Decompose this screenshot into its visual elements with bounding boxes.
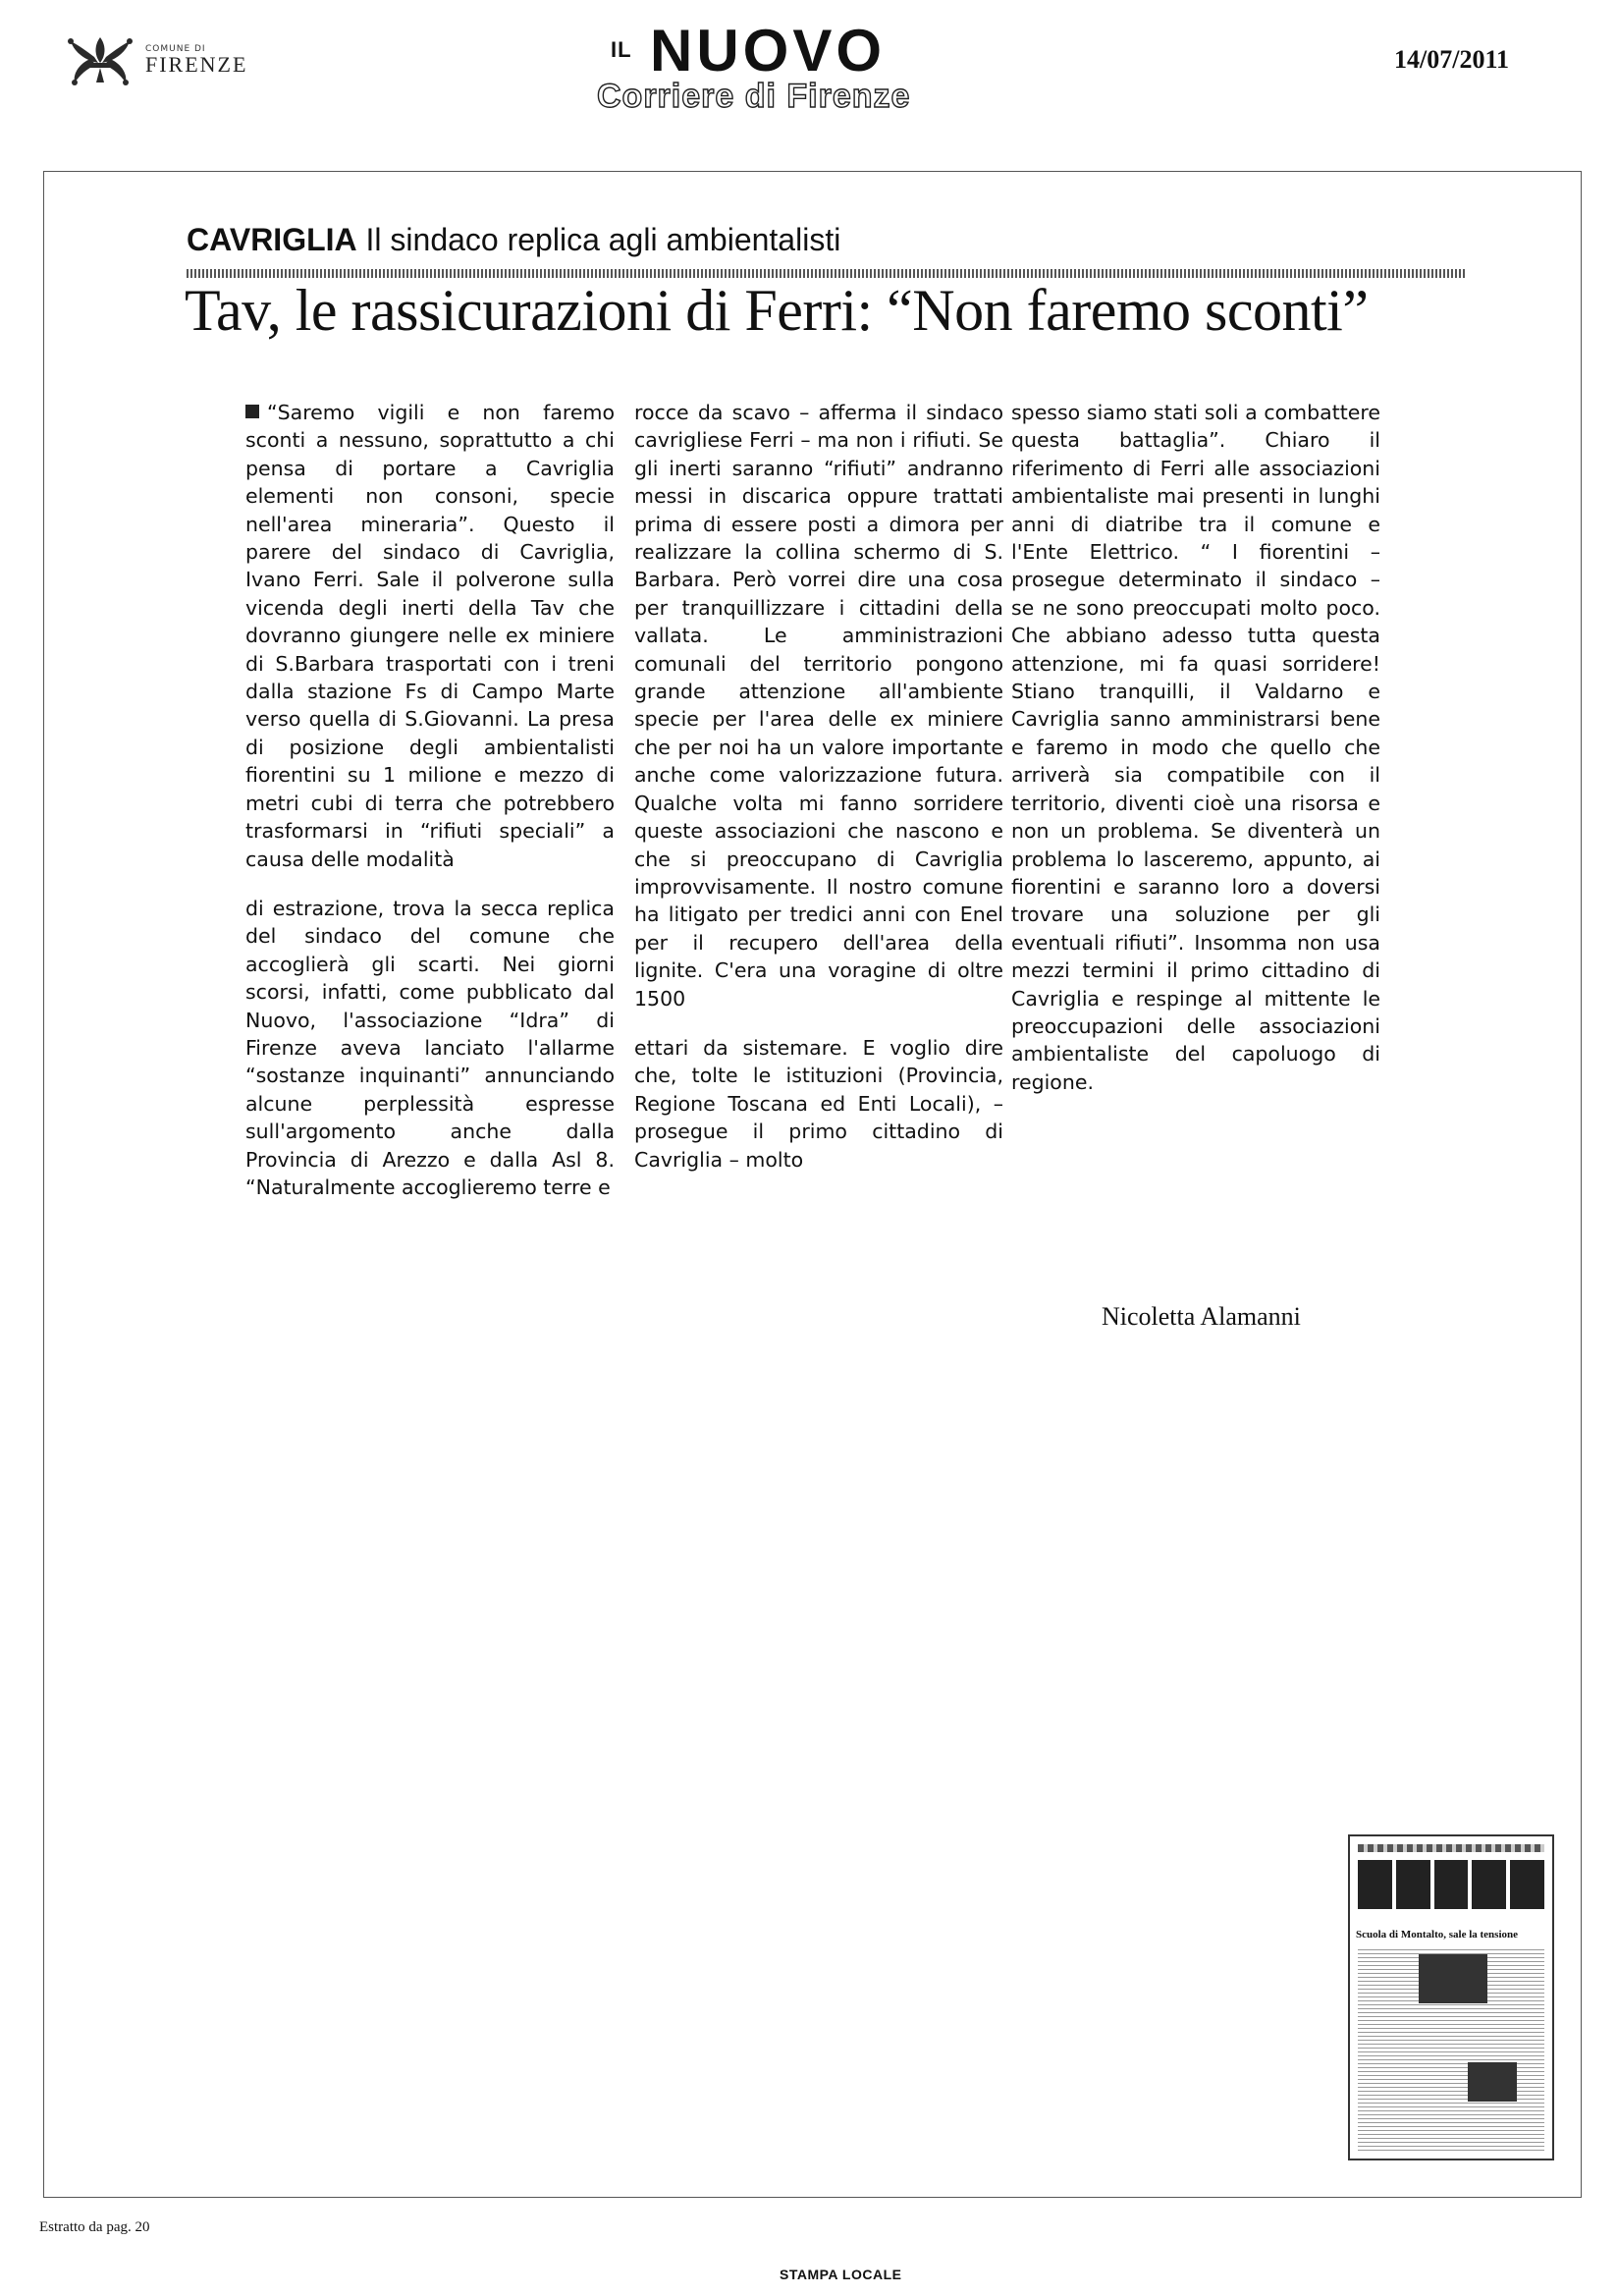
masthead-subtitle: Corriere di Firenze xyxy=(597,78,911,115)
logo-city-text: FIRENZE xyxy=(145,51,248,77)
article-column-3 xyxy=(1011,399,1380,1096)
column-2-paragraph-2: ettari da sistemare. E voglio dire che, tolte le istituzioni (Provincia, Regione Toscana ed Enti Locali), – prosegue il primo cittadino di Cavriglia – molto xyxy=(634,1035,1003,1172)
column-1-text-1: “Saremo vigili e non faremo sconti a nessuno, soprattutto a chi pensa di portare a Cavriglia elementi non consoni, specie nell'area mineraria”. Questo il parere del sindaco di Cavriglia, Ivano Ferri. Sale il polverone sulla vicenda degli inerti della Tav che dovranno giungere nelle ex miniere di S.Barbara trasportati con i treni dalla stazione Fs di Campo Marte verso quella di S.Giovanni. La presa di posizione degli ambientalisti fiorentini su 1 milione e mezzo di metri cubi di terra che potrebbero trasformarsi in “rifiuti speciali” a causa delle modalità xyxy=(245,401,615,871)
article-column-1 xyxy=(245,399,615,1201)
kicker-location: CAVRIGLIA xyxy=(187,222,357,257)
thumbnail-masthead xyxy=(1358,1844,1544,1852)
logo-small-text: COMUNE DI xyxy=(145,43,206,54)
column-1-paragraph-2: di estrazione, trova la secca replica del sindaco del comune che accoglierà gli scarti. Nei giorni scorsi, infatti, come pubblicato dal Nuovo, l'associazione “Idra” di Firenze aveva lanciato l'allarme “sostanze inquinanti” annunciando alcune perplessità espresse sull'argomento anche dalla Provincia di Arezzo e dalla Asl 8. “Naturalmente accoglieremo terre e xyxy=(245,896,615,1199)
thumbnail-headline: Scuola di Montalto, sale la tensione xyxy=(1356,1929,1519,1941)
article-author: Nicoletta Alamanni xyxy=(1102,1302,1301,1331)
article-column-2 xyxy=(634,399,1003,1174)
page-extract-note: Estratto da pag. 20 xyxy=(39,2219,150,2235)
square-bullet-icon xyxy=(245,405,259,418)
florentine-lily-icon xyxy=(61,33,139,86)
comune-firenze-logo xyxy=(61,33,296,86)
thumbnail-photo-strip xyxy=(1358,1860,1544,1909)
column-3-paragraph-1: spesso siamo stati soli a combattere questa battaglia”. Chiaro il riferimento di Ferri alle associazioni ambientaliste mai presenti in lunghi anni di diatribe tra il comune e l'Ente Elettrico. “ I fiorentini – prosegue determinato il sindaco – se ne sono preoccupati molto poco. Che abbiano adesso tutta questa attenzione, mi fa quasi sorridere! Stiano tranquilli, il Valdarno e Cavriglia sanno amministrarsi bene e faremo in modo che quello che arriverà sia compatibile con il territorio, diventi cioè una risorsa e non un problema. Se diventerà un problema lo lasceremo, appunto, ai fiorentini e saranno loro a doversi trovare una soluzione per gli eventuali rifiuti”. Insomma non usa mezzi termini il primo cittadino di Cavriglia e respinge al mittente le preoccupazioni delle associazioni ambientaliste del capoluogo di regione. xyxy=(1011,401,1380,1094)
article-kicker xyxy=(187,224,840,255)
publication-date: 14/07/2011 xyxy=(1394,45,1510,74)
column-2-paragraph-1: rocce da scavo – afferma il sindaco cavrigliese Ferri – ma non i rifiuti. Se gli inerti saranno “rifiuti” andranno messi in discarica oppure trattati prima di essere posti a dimora per realizzare la collina schermo di S. Barbara. Però vorrei dire una cosa per tranquillizzare i cittadini della vallata. Le amministrazioni comunali del territorio pongono grande attenzione all'ambiente specie per l'area delle ex miniere che per noi ha un valore importante anche come valorizzazione futura. Qualche volta mi fanno sorridere queste associazioni che nascono e che si preoccupano di Cavriglia improvvisamente. Il nostro comune ha litigato per tredici anni con Enel per il recupero dell'area della lignite. C'era una voragine di oltre 1500 xyxy=(634,401,1003,1011)
article-headline: Tav, le rassicurazioni di Ferri: “Non faremo sconti” xyxy=(185,278,1369,343)
newspaper-masthead xyxy=(579,18,1011,116)
kicker-text: Il sindaco replica agli ambientalisti xyxy=(356,222,841,257)
masthead-nuovo: NUOVO xyxy=(650,18,887,83)
press-category: STAMPA LOCALE xyxy=(780,2267,902,2282)
column-1-paragraph-1 xyxy=(245,399,615,873)
masthead-il: IL xyxy=(611,37,632,62)
thumbnail-photo xyxy=(1468,2062,1517,2102)
page-thumbnail xyxy=(1348,1834,1554,2160)
thumbnail-photo xyxy=(1419,1954,1487,2003)
